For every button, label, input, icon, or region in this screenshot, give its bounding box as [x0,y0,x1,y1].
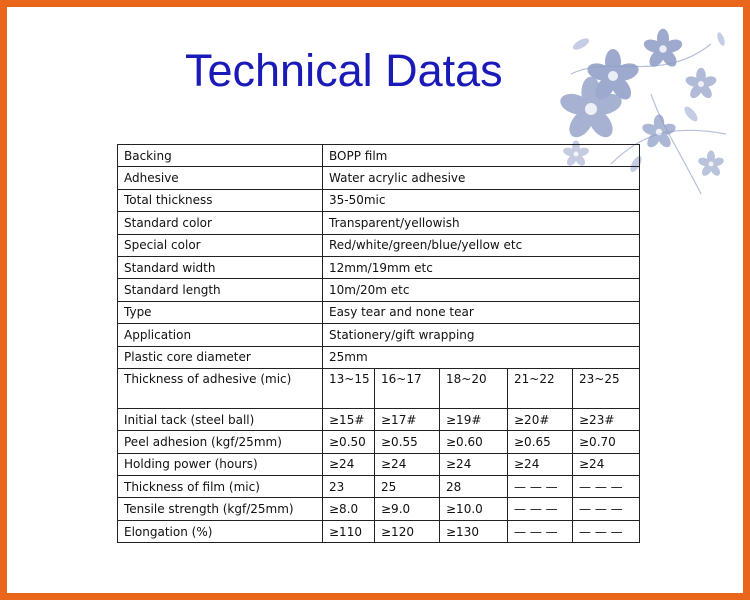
row-value: BOPP film [323,145,640,167]
grid-cell: ≥110 [323,520,375,542]
grid-cell: ≥17# [375,408,440,430]
grid-cell: — — — [508,520,573,542]
row-value: 10m/20m etc [323,279,640,301]
grid-cell: 23 [323,476,375,498]
table-row [118,498,640,520]
grid-cell: 23~25 [573,368,640,408]
row-value: 12mm/19mm etc [323,256,640,278]
table-row [118,408,640,430]
row-value: Red/white/green/blue/yellow etc [323,234,640,256]
row-label: Application [118,324,323,346]
grid-cell: ≥24 [508,453,573,475]
grid-cell: ≥19# [440,408,508,430]
grid-cell: ≥0.55 [375,431,440,453]
table-row [118,167,640,189]
row-label: Adhesive [118,167,323,189]
table-row [118,520,640,542]
table-row [118,368,640,408]
grid-cell: ≥10.0 [440,498,508,520]
row-label: Type [118,301,323,323]
row-label: Thickness of adhesive (mic) [118,368,323,408]
grid-cell: — — — [508,498,573,520]
grid-cell: ≥0.60 [440,431,508,453]
technical-data-table [117,144,640,543]
row-label: Total thickness [118,189,323,211]
grid-cell: — — — [573,498,640,520]
page-title: Technical Datas [185,45,503,96]
row-value: 35-50mic [323,189,640,211]
row-label: Plastic core diameter [118,346,323,368]
row-label: Special color [118,234,323,256]
table-row [118,256,640,278]
grid-cell: 13~15 [323,368,375,408]
grid-cell: 25 [375,476,440,498]
row-label: Holding power (hours) [118,453,323,475]
table-row [118,145,640,167]
grid-cell: ≥0.65 [508,431,573,453]
table-row [118,301,640,323]
row-label: Initial tack (steel ball) [118,408,323,430]
row-value: Stationery/gift wrapping [323,324,640,346]
row-label: Backing [118,145,323,167]
grid-cell: — — — [573,520,640,542]
grid-cell: ≥8.0 [323,498,375,520]
row-label: Thickness of film (mic) [118,476,323,498]
row-label: Tensile strength (kgf/25mm) [118,498,323,520]
row-value: 25mm [323,346,640,368]
grid-cell: ≥23# [573,408,640,430]
table-row [118,234,640,256]
row-label: Standard length [118,279,323,301]
grid-cell: 21~22 [508,368,573,408]
table-row [118,189,640,211]
grid-cell: ≥120 [375,520,440,542]
table-row [118,476,640,498]
grid-cell: ≥24 [440,453,508,475]
grid-cell: ≥130 [440,520,508,542]
table-row [118,279,640,301]
grid-cell: 28 [440,476,508,498]
row-label: Standard color [118,212,323,234]
table-row [118,212,640,234]
grid-cell: ≥9.0 [375,498,440,520]
table-row [118,453,640,475]
grid-cell: ≥20# [508,408,573,430]
row-label: Standard width [118,256,323,278]
grid-cell: — — — [508,476,573,498]
grid-cell: ≥24 [323,453,375,475]
grid-cell: — — — [573,476,640,498]
grid-cell: ≥24 [573,453,640,475]
row-value: Transparent/yellowish [323,212,640,234]
grid-cell: ≥24 [375,453,440,475]
row-value: Easy tear and none tear [323,301,640,323]
grid-cell: ≥0.70 [573,431,640,453]
grid-cell: 18~20 [440,368,508,408]
table-row [118,346,640,368]
row-value: Water acrylic adhesive [323,167,640,189]
table-row [118,324,640,346]
grid-cell: ≥15# [323,408,375,430]
row-label: Peel adhesion (kgf/25mm) [118,431,323,453]
grid-cell: 16~17 [375,368,440,408]
table-row [118,431,640,453]
grid-cell: ≥0.50 [323,431,375,453]
row-label: Elongation (%) [118,520,323,542]
